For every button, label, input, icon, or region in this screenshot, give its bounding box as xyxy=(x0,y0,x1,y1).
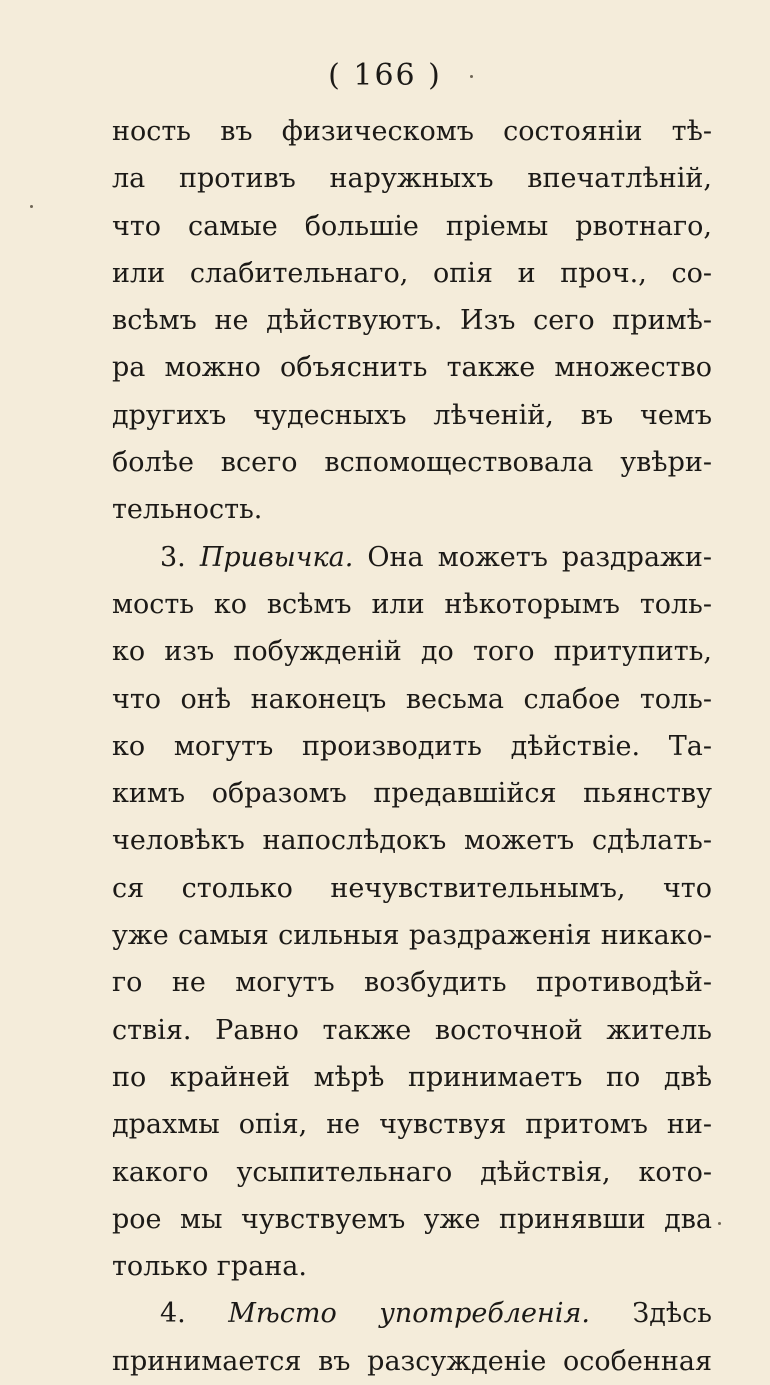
text-line: драхмы опiя, не чувствуя притомъ ни- xyxy=(112,1109,712,1141)
body-text xyxy=(112,108,712,1385)
text-line: всѣмъ не дѣйствуютъ. Изъ сего примѣ- xyxy=(112,305,712,337)
text-line: ко изъ побужденiй до того притупить, xyxy=(112,636,712,668)
paper-speck xyxy=(718,1222,721,1225)
text-line: другихъ чудесныхъ лѣченiй, въ чемъ xyxy=(112,399,712,431)
text-line: тельность. xyxy=(112,494,263,526)
paper-speck xyxy=(470,75,473,78)
text-line: или слабительнаго, опiя и проч., со- xyxy=(112,257,712,289)
text-line: человѣкъ напослѣдокъ можетъ сдѣлать- xyxy=(112,825,712,857)
text-line: ся столько нечувствительнымъ, что xyxy=(112,872,712,904)
section-heading-line xyxy=(112,534,712,581)
text-line: ко могутъ производить дѣйствiе. Та- xyxy=(112,730,712,762)
paper-speck xyxy=(30,205,33,208)
text-line: какого усыпительнаго дѣйствiя, кото- xyxy=(112,1156,712,1188)
text-line: болѣе всего вспомоществовала увѣри- xyxy=(112,447,712,479)
text-line: по крайней мѣрѣ принимаетъ по двѣ xyxy=(112,1061,712,1093)
text-line: уже самыя сильныя раздраженiя никако- xyxy=(112,920,712,952)
text-line: ствiя. Равно также восточной житель xyxy=(112,1014,712,1046)
text-fragment: Здѣсь xyxy=(632,1298,712,1330)
text-line: рое мы чувствуемъ уже принявши два xyxy=(112,1203,712,1235)
section-term: Мѣсто употребленiя. xyxy=(228,1298,590,1330)
page-number: ( 166 ) xyxy=(328,58,442,93)
text-line: только грана. xyxy=(112,1251,307,1283)
text-fragment: Она можетъ раздражи- xyxy=(367,541,713,573)
text-line: ра можно объяснить также множество xyxy=(112,352,712,384)
text-line: го не могутъ возбудить противодѣй- xyxy=(112,967,712,999)
text-line: что онѣ наконецъ весьма слабое толь- xyxy=(112,683,712,715)
text-line: мость ко всѣмъ или нѣкоторымъ толь- xyxy=(112,588,712,620)
section-term: Привычка. xyxy=(199,541,354,573)
section-number: 3. xyxy=(160,541,186,573)
text-line: ность въ физическомъ состоянiи тѣ- xyxy=(112,116,712,147)
text-line: ла противъ наружныхъ впечатлѣнiй, xyxy=(112,163,712,195)
text-line: кимъ образомъ предавшiйся пьянству xyxy=(112,778,712,810)
text-line: принимается въ разсужденiе особенная xyxy=(112,1345,712,1377)
text-line: что самые большiе прiемы рвотнаго, xyxy=(112,210,712,242)
section-heading-line xyxy=(112,1290,712,1337)
section-number: 4. xyxy=(160,1298,186,1330)
